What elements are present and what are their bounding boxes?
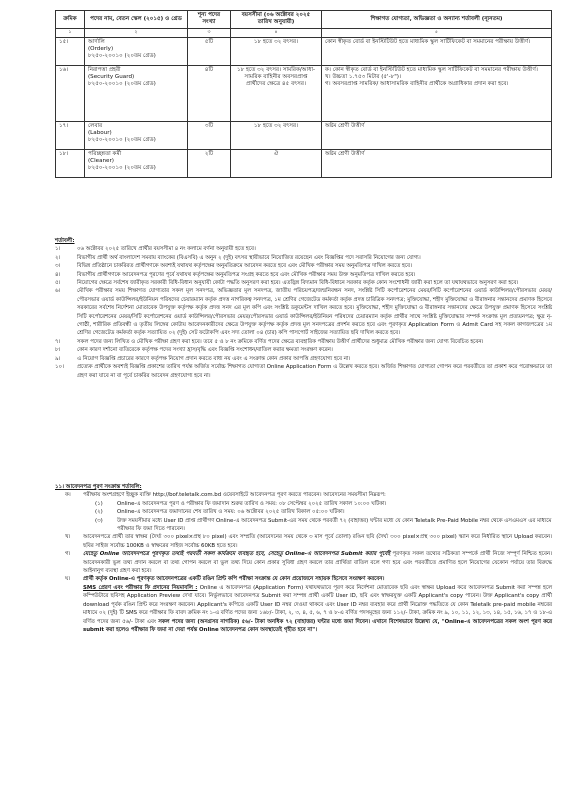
- header-vacancy: শূন্য পদের সংখ্যা: [188, 11, 231, 29]
- column-number: ৪: [231, 28, 322, 37]
- condition-text: এ নিয়োগ বিজ্ঞপ্তি প্রচারের কারণে কর্তৃপক্ষ নিয়োগ প্রদান করতে বাধ্য নয় এবং এ সংক্রান্ত কোন প্রকার আপত্তি গ্রহণযোগ্য হবে না।: [77, 355, 351, 362]
- condition-number: ১০।: [55, 364, 64, 371]
- row-age: ১৮ হতে ৩২ বৎসর।: [231, 121, 322, 149]
- post-name-bn: নিরাপত্তা প্রহরী: [88, 66, 121, 73]
- condition-number: ৯।: [55, 355, 61, 362]
- condition-item: [55, 254, 552, 262]
- sms-body: Online এ আবেদনপত্র (Application Form) যথাযথভাবে পূরণ করে নির্দেশনা মোতাবেক ছবি এবং স্বাক্ষর Upload করে আবেদনপত্র Submit করা সম্পন্ন হলে কম্পিউটারে ছবিসহ Application Preview দেখা যাবে। নির্ভুলভাবে আবেদনপত্র Submit করা সম্পন্ন প্রার্থী একটি User ID, ছবি এবং স্বাক্ষরযুক্ত একটি Applicant's copy পাবেন। উক্ত Applicant's copy প্রার্থী download পূর্বক রঙিন প্রিন্ট করে সংরক্ষণ করবেন। Applicant's কপিতে একটি User ID নম্বর দেওয়া থাকবে এবং User ID নম্বর ব্যবহার করে প্রার্থী নিম্নোক্ত পদ্ধতিতে যে কোন Teletalk pre-paid mobile নম্বরের মাধ্যমে ০২ (দুই) টি SMS করে পরীক্ষার ফি বাবদ ক্রমিক নং ১-এ বর্ণিত পদের জন্য ১৬৮/- টাকা, ২, ৩, ৪, ৫, ৬, ৭ ও ৮-এ বর্ণিত পদসমূহের জন্য ১১২/- টাকা, ক্রমিক নং ৯, ১০, ১১, ১২, ১৩, ১৪, ১৫, ১৬, ১৭ ও ১৮-এ বর্ণিত পদের জন্য ৫৬/- টাকা এবং: [83, 584, 552, 625]
- conditions-title: শর্তাবলী:: [55, 238, 75, 244]
- row-post: [85, 149, 188, 177]
- post-name-en: (Security Guard): [88, 73, 135, 80]
- application-item-kha: [55, 533, 552, 550]
- schedule-text: উক্ত সময়সীমার মধ্যে User ID প্রাপ্ত প্রার্থীগণ Online-এ আবেদনপত্র Submit-এর সময় থেকে পরবর্তী ৭২ (বাহাত্তর) ঘন্টার মধ্যে যে কোন Teletalk Pre-Paid Mobile নম্বর থেকে এসএমএস এর মাধ্যমে পরীক্ষার ফি জমা দিতে পারবেন।: [117, 517, 552, 533]
- qualification-item: খ। উচ্চতা ১.৭৫৩ মিটার (৫'-৮")।: [325, 73, 401, 80]
- qualification-item: ক। কোন স্বীকৃত বোর্ড বা ইনস্টিটিউট হতে মাধ্যমিক স্কুল সার্টিফিকেট বা সমমানের পরীক্ষায় উত্তীর্ণ।: [325, 66, 538, 73]
- row-qualification: অষ্টম শ্রেণী উত্তীর্ণ: [322, 149, 552, 177]
- item-marker: ঘ।: [65, 576, 71, 583]
- condition-text: প্রত্যেক প্রার্থীকে অবশ্যই বিজ্ঞপ্তি প্রকাশের তারিখ পর্যন্ত অর্জিত সর্বোচ্চ শিক্ষাগত যোগ্যতা Online Application Form এ উল্লেখ করতে হবে। অর্জিত শিক্ষাগত যোগ্যতা গোপন করে পরবর্তীতে তা প্রকাশ করে পরোক্ষভাবে তা গ্রহণ করা যাবে না বা পূর্বে চাকরির আবেদন গ্রহণযোগ্য হবে না।: [77, 364, 552, 379]
- row-qualification: কোন স্বীকৃত বোর্ড বা ইনস্টিটিউট হতে মাধ্যমিক স্কুল সার্টিফিকেট বা সমমানের পরীক্ষায় উত্তীর্ণ।: [322, 37, 552, 65]
- header-serial: ক্রমিক: [56, 11, 85, 29]
- row-vacancy: ৪টি: [188, 65, 231, 121]
- application-item-gha: [55, 575, 552, 583]
- item-bold-text: যেহেতু Online আবেদনপত্রে পূরণকৃত তথ্যই পরবর্তী সকল কার্যক্রমে ব্যবহৃত হবে, সেহেতু Online-এ আবেদনপত্র Submit করার পূর্বেই: [83, 551, 391, 558]
- condition-number: ৭।: [55, 338, 61, 345]
- condition-item: [55, 279, 552, 287]
- column-number-row: [56, 28, 552, 37]
- item-marker: খ।: [65, 534, 71, 541]
- row-vacancy: ৩টি: [188, 121, 231, 149]
- header-qualification: শিক্ষাগত যোগ্যতা, অভিজ্ঞতা ও অন্যান্য শর্তাবলী (ন্যূনতম): [322, 11, 552, 29]
- table-row: [56, 65, 552, 121]
- column-number: ৫: [322, 28, 552, 37]
- condition-number: ৫।: [55, 280, 61, 287]
- application-item-ga: [55, 550, 552, 575]
- sms-payment-block: [55, 584, 552, 634]
- condition-text: বিভাগীয় প্রার্থীগণকে আবেদনপত্র পূরণের পূর্বে যথাযথ কর্তৃপক্ষের অনুমতিপত্র সংগ্রহ করতে হবে এবং মৌখিক পরীক্ষার সময় উক্ত অনুমতিপত্র দাখিল করতে হবে।: [77, 271, 416, 278]
- table-row: [56, 37, 552, 65]
- column-number: ৩: [188, 28, 231, 37]
- qualification-item: গ। অবসরপ্রাপ্ত সামরিক/ আধাসামরিক বাহিনীর প্রার্থীকে অগ্রাধিকার প্রদান করা হবে।: [325, 81, 509, 88]
- row-serial: ১৬।: [56, 65, 85, 121]
- condition-text: সকল পদের জন্য লিখিত ও মৌখিক পরীক্ষা গ্রহণ করা হবে। তবে ৫ ও ৮ নং ক্রমিকে বর্ণিত পদের ক্ষেত্রে ব্যবহারিক পরীক্ষায় উত্তীর্ণ প্রার্থীদের শুধুমাত্র মৌখিক পরীক্ষার জন্য যোগ্য বিবেচিত হবেন।: [77, 338, 484, 345]
- row-age: ১৮ হতে ৩২ বৎসর। সামরিক/আধা-সামরিক বাহিনীর অবসরপ্রাপ্ত প্রার্থীদের ক্ষেত্রে ৪৫ বৎসর।: [231, 65, 322, 121]
- column-number: ১: [56, 28, 85, 37]
- schedule-item: [55, 500, 552, 508]
- column-number: ২: [85, 28, 188, 37]
- post-name-bn: লেবার: [88, 122, 103, 129]
- item-text-rest: পূরণকৃত সকল তথ্যের সঠিকতা সম্পর্কে প্রার্থী নিজে সম্পূর্ণ নিশ্চিত হবেন। আবেদনকারী ভুল তথ্য প্রদান করলে বা তথ্য গোপন করলে বা ভুল তথ্য দিয়ে কোন প্রকার সুবিধা গ্রহণ করলে তার প্রার্থিতা বাতিল বলে গণ্য হবে এবং পরবর্তীতে প্রমাণিত হলে নিয়োগের যেকোন পর্যায়ে তার বিরুদ্ধে আইনানুগ ব্যবস্থা গ্রহণ করা হবে।: [83, 551, 552, 575]
- condition-item: [55, 287, 552, 337]
- row-qualification: অষ্টম শ্রেণী উত্তীর্ণ: [322, 121, 552, 149]
- item-text: প্রার্থী কর্তৃক Online-এ পূরণকৃত আবেদনপত্রের একটি রঙিন প্রিন্ট কপি পরীক্ষা সংক্রান্ত যে কোন প্রয়োজনে সহায়ক হিসেবে সংরক্ষণ করবেন।: [83, 576, 385, 583]
- condition-text: বিভিন্ন প্রতিষ্ঠানে চাকরিরত প্রার্থীগণকে অবশ্যই যথাযথ কর্তৃপক্ষের অনুমতিক্রমে আবেদন করতে হবে এবং মৌখিক পরীক্ষার সময় অনুমতিপত্র দাখিল করতে হবে।: [77, 263, 412, 270]
- schedule-text: Online-এ আবেদনপত্র পূরণ ও পরীক্ষার ফি জমাদান শুরুর তারিখ ও সময়: ০৮ সেপ্টেম্বর ২০২৫ তারিখ সকাল ১০:০০ ঘটিকা।: [117, 500, 387, 507]
- row-qualification: [322, 65, 552, 121]
- sms-bold: সকল পদের জন্য (অনগ্রসর নাগরিক) ৫৬/- টাকা অনধিক ৭২ (বাহাত্তর) ঘন্টার মধ্যে জমা দিবেন। এখানে বিশেষভাবে উল্লেখ্য যে, "Online-এ আবেদনপত্রের সকল অংশ পূরণ করে submit করা হলেও পরীক্ষার ফি জমা না দেয়া পর্যন্ত Online আবেদনপত্র কোন অবস্থাতেই গৃহীত হবে না"।: [83, 618, 552, 633]
- row-serial: ১৭।: [56, 121, 85, 149]
- application-item-ka: [55, 491, 552, 499]
- header-age: বয়সসীমা (০৬ অক্টোবর ২০২৫ তারিখ অনুযায়ী): [231, 11, 322, 29]
- row-post: [85, 121, 188, 149]
- schedule-item: [55, 517, 552, 534]
- row-age: ১৮ হতে ৩২ বৎসর।: [231, 37, 322, 65]
- condition-text: কোন কারণ দর্শানো ব্যতিরেকে কর্তৃপক্ষ পদের সংখ্যা হ্রাস/বৃদ্ধি এবং বিজ্ঞপ্তি সংশোধন/বাতিল করার ক্ষমতা সংরক্ষণ করেন।: [77, 347, 333, 354]
- condition-item: [55, 338, 552, 346]
- conditions-section: [55, 237, 552, 380]
- condition-item: [55, 355, 552, 363]
- condition-number: ৩।: [55, 263, 61, 270]
- table-row: [56, 149, 552, 177]
- schedule-number: (৩): [95, 517, 103, 524]
- item-marker: ক।: [65, 492, 71, 499]
- condition-item: [55, 346, 552, 354]
- schedule-number: (২): [95, 509, 103, 516]
- post-scale: ৮২৫০-২০০১০ (২০তম গ্রেড): [88, 165, 156, 172]
- item-text: পরীক্ষায় অংশগ্রহণে ইচ্ছুক ব্যক্তি http://bof.teletalk.com.bd ওয়েবসাইটে আবেদনপত্র পূরণ করতে পারবেন। আবেদনের সময়সীমা নিম্নরূপ:: [83, 492, 386, 499]
- table-header-row: [56, 11, 552, 29]
- posts-table: [55, 10, 552, 178]
- post-scale: ৮২৫০-২০০১০ (২০তম গ্রেড): [88, 137, 156, 144]
- item-marker: গ।: [65, 551, 71, 558]
- condition-text: মৌখিক পরীক্ষার সময় শিক্ষাগত যোগ্যতার সকল মূল সনদপত্র, অভিজ্ঞতার মূল সনদপত্র, জাতীয় পরিচয়পত্র/জন্মনিবন্ধন সনদ, সংশ্লিষ্ট সিটি কর্পোরেশনের মেয়র/সিটি কর্পোরেশনের ওয়ার্ড কাউন্সিলর/পৌরসভার মেয়র/পৌরসভার ওয়ার্ড কাউন্সিলর/ইউনিয়ন পরিষদের চেয়ারম্যান কর্তৃক প্রদত্ত নাগরিকত্ব সনদপত্র, ১ম শ্রেণির গেজেটেড কর্মকর্তা কর্তৃক প্রদত্ত চারিত্রিক সনদপত্র; মুক্তিযোদ্ধা, শহীদ মুক্তিযোদ্ধা ও বীরাঙ্গনার সন্তানদের প্রমাণক হিসেবে সরকারের সর্বশেষ নির্দেশনা মোতাবেক উপযুক্ত কর্তৃপক্ষ কর্তৃক প্রদত্ত সনদ এর মূল কপি এবং সংশ্লিষ্ট ডকুমেন্টস দাখিল করতে হবে। মুক্তিযোদ্ধা, শহীদ মুক্তিযোদ্ধা ও বীরাঙ্গনার সন্তানদের ক্ষেত্রে উপযুক্ত প্রমাণক হিসেবে সংশ্লিষ্ট সিটি কর্পোরেশনের মেয়র/সিটি কর্পোরেশনের ওয়ার্ড কাউন্সিলর/পৌরসভার মেয়র/পৌরসভার ওয়ার্ড কাউন্সিলর/ইউনিয়ন পরিষদের চেয়ারম্যান কর্তৃক প্রার্থীর সাথে সংশ্লিষ্ট মুক্তিযোদ্ধার সম্পর্ক সংক্রান্ত মূল প্রত্যয়নপত্র; ক্ষুদ্র নৃ-গোষ্ঠী, শারীরিক প্রতিবন্ধী ও তৃতীয় লিঙ্গের কোটায় আবেদনকারীদের ক্ষেত্রে উপযুক্ত কর্তৃপক্ষ কর্তৃক প্রদত্ত মূল সনদপত্রের প্রদর্শন করতে হবে এবং পূরণকৃত Application Form ও Admit Card সহ সকল কাগজপত্রের ১ম শ্রেণির গেজেটেড কর্মকর্তা কর্তৃক সত্যায়িত ০২ (দুই) সেট ফটোকপি এবং সদ্য তোলা ০৪ (চার) কপি পাসপোর্ট সাইজের সত্যায়িত ছবি দাখিল করতে হবে।: [77, 288, 552, 337]
- application-title: ১১। আবেদনপত্র পূরণ সংক্রান্ত শর্তাবলি:: [55, 484, 142, 490]
- row-age: ঐ: [231, 149, 322, 177]
- post-name-bn: আর্দালি: [88, 38, 105, 45]
- post-name-en: (Labour): [88, 129, 112, 136]
- post-name-en: (Orderly): [88, 45, 114, 52]
- post-name-en: (Cleaner): [88, 157, 114, 164]
- condition-text: বিভাগীয় প্রার্থী অর্থ বাংলাদেশ সমবায় ব্যাংকের (বিএসবি) এ অনুন ২ (দুই) বৎসর স্থায়ীভাবে নিয়োজিত রয়েছেন এবং বিজ্ঞপ্তির পদে সরাসরি নিয়োগের জন্য যোগ্য।: [77, 254, 421, 261]
- sms-text: [83, 584, 552, 634]
- application-section: [55, 483, 552, 634]
- post-scale: ৮২৫০-২০০১০ (২০তম গ্রেড): [88, 81, 156, 88]
- item-text: [83, 550, 552, 575]
- condition-number: ৪।: [55, 271, 61, 278]
- item-text: আবেদনপত্রে প্রার্থী তার স্বাক্ষর (দৈর্ঘ্য ৩০০ pixel×প্রস্থ ৮০ pixel) এবং সম্প্রতি (আবেদনের সময় থেকে ৩ মাস পূর্বে তোলা) রঙিন ছবি (দৈর্ঘ্য ৩০০ pixel×প্রস্থ ৩০০ pixel) স্ক্যান করে নির্ধারিত স্থানে Upload করবেন। ছবির সাইজ সর্বোচ্চ 100KB ও স্বাক্ষরের সাইজ সর্বোচ্চ 60KB হতে হবে।: [83, 534, 552, 549]
- condition-item: [55, 271, 552, 279]
- header-post: পদের নাম, বেতন স্কেল (২০১৫) ও গ্রেড: [85, 11, 188, 29]
- row-serial: ১৮।: [56, 149, 85, 177]
- condition-number: ৮।: [55, 347, 61, 354]
- row-vacancy: ৫টি: [188, 37, 231, 65]
- schedule-item: [55, 508, 552, 516]
- row-vacancy: ২টি: [188, 149, 231, 177]
- condition-text: নিয়োগের ক্ষেত্রে সর্বশেষ জারীকৃত সরকারী বিধি-বিধান অনুযায়ী কোটা পদ্ধতি অনুসরণ করা হবে। এতদ্ভিন্ন বিদ্যমান বিধি-বিধানে সরকার কর্তৃক কোন সংশোধনী জারী করা হলে তা যথাযথভাবে অনুসরণ করা হবে।: [77, 280, 519, 287]
- post-scale: ৮২৫০-২০০১০ (২০তম গ্রেড): [88, 53, 156, 60]
- condition-item: [55, 245, 552, 253]
- condition-text: ০৬ অক্টোবর ২০২৫ তারিখে প্রার্থীর বয়সসীমা ৪ নং কলামে বর্ণনা অনুযায়ী হতে হবে।: [77, 246, 256, 253]
- row-post: [85, 37, 188, 65]
- table-row: [56, 121, 552, 149]
- post-name-bn: পরিচ্ছন্নতা কর্মী: [88, 150, 122, 157]
- condition-item: [55, 363, 552, 380]
- row-post: [85, 65, 188, 121]
- schedule-text: Online-এ আবেদনপত্র জমাদানের শেষ তারিখ ও সময়: ০৬ অক্টোবর ২০২৫ তারিখ বিকাল ০৫:০০ ঘটিকা।: [117, 509, 345, 516]
- schedule-number: (১): [95, 500, 103, 507]
- sms-title: SMS প্রেরণ এবং পরীক্ষার ফি প্রদানের নিয়মাবলি :: [83, 584, 198, 591]
- condition-number: ২।: [55, 254, 61, 261]
- condition-item: [55, 262, 552, 270]
- condition-number: ৬।: [55, 288, 61, 295]
- row-serial: ১৫।: [56, 37, 85, 65]
- condition-number: ১।: [55, 246, 61, 253]
